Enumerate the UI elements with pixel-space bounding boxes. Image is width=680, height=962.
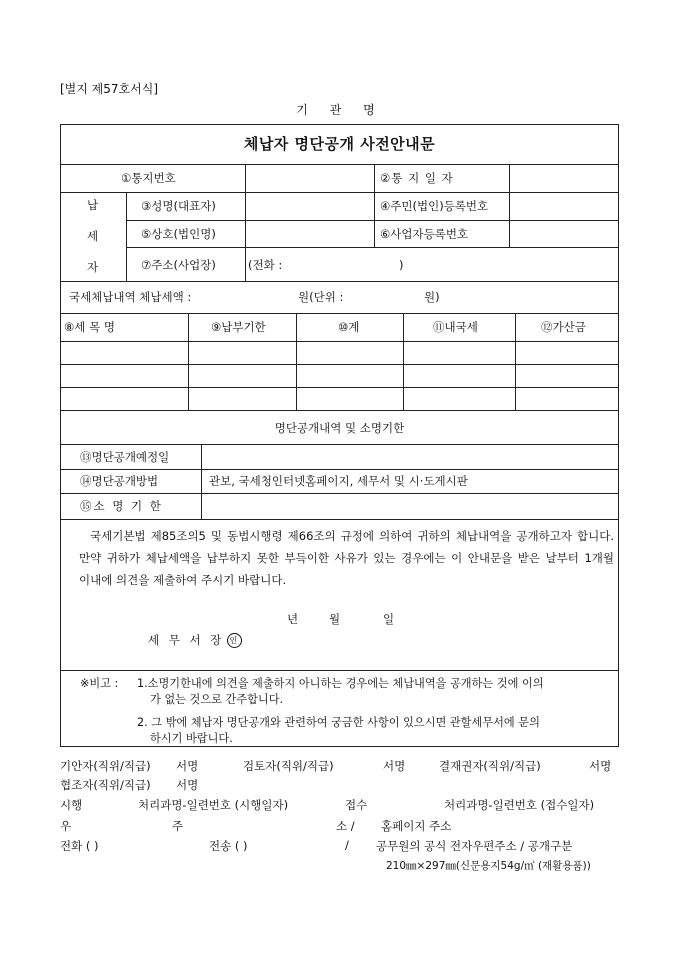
date-year: 년 xyxy=(287,612,299,626)
notice-form xyxy=(60,124,619,747)
resident-number-label: ④주민(법인)등록번호 xyxy=(380,199,489,213)
date-day: 일 xyxy=(383,612,395,626)
rule xyxy=(515,313,516,410)
address-footer-label: 주 xyxy=(172,819,184,833)
reviewer-label: 검토자(직위/직급) xyxy=(243,759,334,773)
business-number-label: ⑥사업자등록번호 xyxy=(380,227,469,241)
email-separator: / xyxy=(345,838,349,852)
tax-header-domestic: ⑪내국세 xyxy=(433,320,478,334)
tax-header-penalty: ⑫가산금 xyxy=(541,320,586,334)
method-value: 관보, 국세청인터넷홈페이지, 세무서 및 시·도게시판 xyxy=(209,474,468,488)
receive-label: 접수 xyxy=(345,798,368,812)
receive-number: 처리과명-일련번호 (접수일자) xyxy=(444,798,595,812)
rule xyxy=(374,164,375,247)
rule xyxy=(188,313,189,410)
rule xyxy=(403,313,404,410)
rule xyxy=(509,164,510,247)
cooperator-label: 협조자(직위/직급) xyxy=(60,778,151,792)
rule xyxy=(296,313,297,410)
tel-label: 전화 ( ) xyxy=(60,839,99,853)
enforce-label: 시행 xyxy=(60,798,83,812)
rule xyxy=(61,493,618,494)
approver-sign: 서명 xyxy=(589,759,612,773)
rule xyxy=(61,164,618,165)
note-item-2-cont: 하시기 바랍니다. xyxy=(150,732,233,745)
drafter-label: 기안자(직위/직급) xyxy=(60,759,151,773)
rule xyxy=(61,469,618,470)
note-item-1-cont: 가 없는 것으로 간주합니다. xyxy=(150,693,284,706)
rule xyxy=(61,670,618,671)
paper-spec: 210㎜×297㎜(신문용지54g/㎡ (재활용품)) xyxy=(386,860,591,872)
reviewer-sign: 서명 xyxy=(383,759,406,773)
taxpayer-side-label: 세 xyxy=(87,229,99,243)
note-item-1: 1.소명기한내에 의견을 제출하지 아니하는 경우에는 체납내역을 공개하는 것에 이의 xyxy=(137,677,544,690)
company-label: ⑤상호(법인명) xyxy=(141,227,216,241)
note-item-2: 2. 그 밖에 체납자 명단공개와 관련하여 궁금한 사항이 있으시면 관할세무서에 문의 xyxy=(137,716,540,729)
approver-label: 결재권자(직위/직급) xyxy=(439,759,541,773)
rule xyxy=(61,519,618,520)
note-lead: ※비고 : xyxy=(80,677,119,690)
rule xyxy=(61,444,618,445)
date-month: 월 xyxy=(329,612,341,626)
rule xyxy=(61,281,618,282)
fax-label: 전송 ( ) xyxy=(209,839,248,853)
drafter-sign: 서명 xyxy=(176,759,199,773)
rule xyxy=(61,410,618,411)
rule xyxy=(61,313,618,314)
rule xyxy=(126,192,127,281)
tax-header-total: ⑩계 xyxy=(338,320,360,334)
name-label: ③성명(대표자) xyxy=(141,199,216,213)
deadline-label: ⑮소 명 기 한 xyxy=(80,499,163,513)
form-title: 체납자 명단공개 사전안내문 xyxy=(243,135,436,153)
phone-label: (전화 : xyxy=(248,258,283,272)
agency-name: 기 관 명 xyxy=(296,103,384,117)
tax-header-due: ⑨납부기한 xyxy=(211,320,266,334)
rule xyxy=(126,220,618,221)
address-separator: 소 / xyxy=(336,819,355,833)
homepage-label: 홈페이지 주소 xyxy=(381,819,452,833)
phone-close: ) xyxy=(399,258,404,272)
rule xyxy=(126,247,618,248)
signer-title xyxy=(148,633,242,648)
notice-date-label: ②통 지 일 자 xyxy=(380,171,454,185)
address-label: ⑦주소(사업장) xyxy=(141,258,216,272)
form-number: [별지 제57호서식] xyxy=(60,82,158,96)
disclosure-heading: 명단공개내역 및 소명기한 xyxy=(274,421,405,435)
tax-header-item: ⑧세 목 명 xyxy=(64,320,115,334)
rule xyxy=(201,444,202,519)
won-close: 원) xyxy=(424,290,440,304)
rule xyxy=(61,192,618,193)
postal-label: 우 xyxy=(60,819,72,833)
rule xyxy=(61,387,618,388)
scheduled-date-label: ⑬명단공개예정일 xyxy=(80,450,170,464)
email-label: 공무원의 공식 전자우편주소 / 공개구분 xyxy=(376,839,573,853)
signer-name: 세 무 서 장 xyxy=(148,633,225,647)
seal-icon: 인 xyxy=(227,633,242,648)
cooperator-sign: 서명 xyxy=(176,778,199,792)
rule xyxy=(245,164,246,281)
notice-number-label: ①통지번호 xyxy=(121,171,176,185)
taxpayer-side-label: 자 xyxy=(87,260,99,274)
enforce-number: 처리과명-일련번호 (시행일자) xyxy=(138,798,289,812)
won-unit-label: 원(단위 : xyxy=(298,290,344,304)
rule xyxy=(61,364,618,365)
method-label: ⑭명단공개방법 xyxy=(80,474,159,488)
notice-paragraph: 국세기본법 제85조의5 및 동법시행령 제66조의 규정에 의하여 귀하의 체납내역을 공개하고자 합니다. 만약 귀하가 체납세액을 납부하지 못한 부득이한 사유가 있는 경우에는 이 안내문을 받은 날부터 1개월 이내에 의견을 제출하여 주시기 바랍니다. xyxy=(79,529,614,587)
rule xyxy=(61,341,618,342)
total-amount-label: 국세체납내역 체납세액 : xyxy=(69,290,192,304)
taxpayer-side-label: 납 xyxy=(87,198,99,212)
